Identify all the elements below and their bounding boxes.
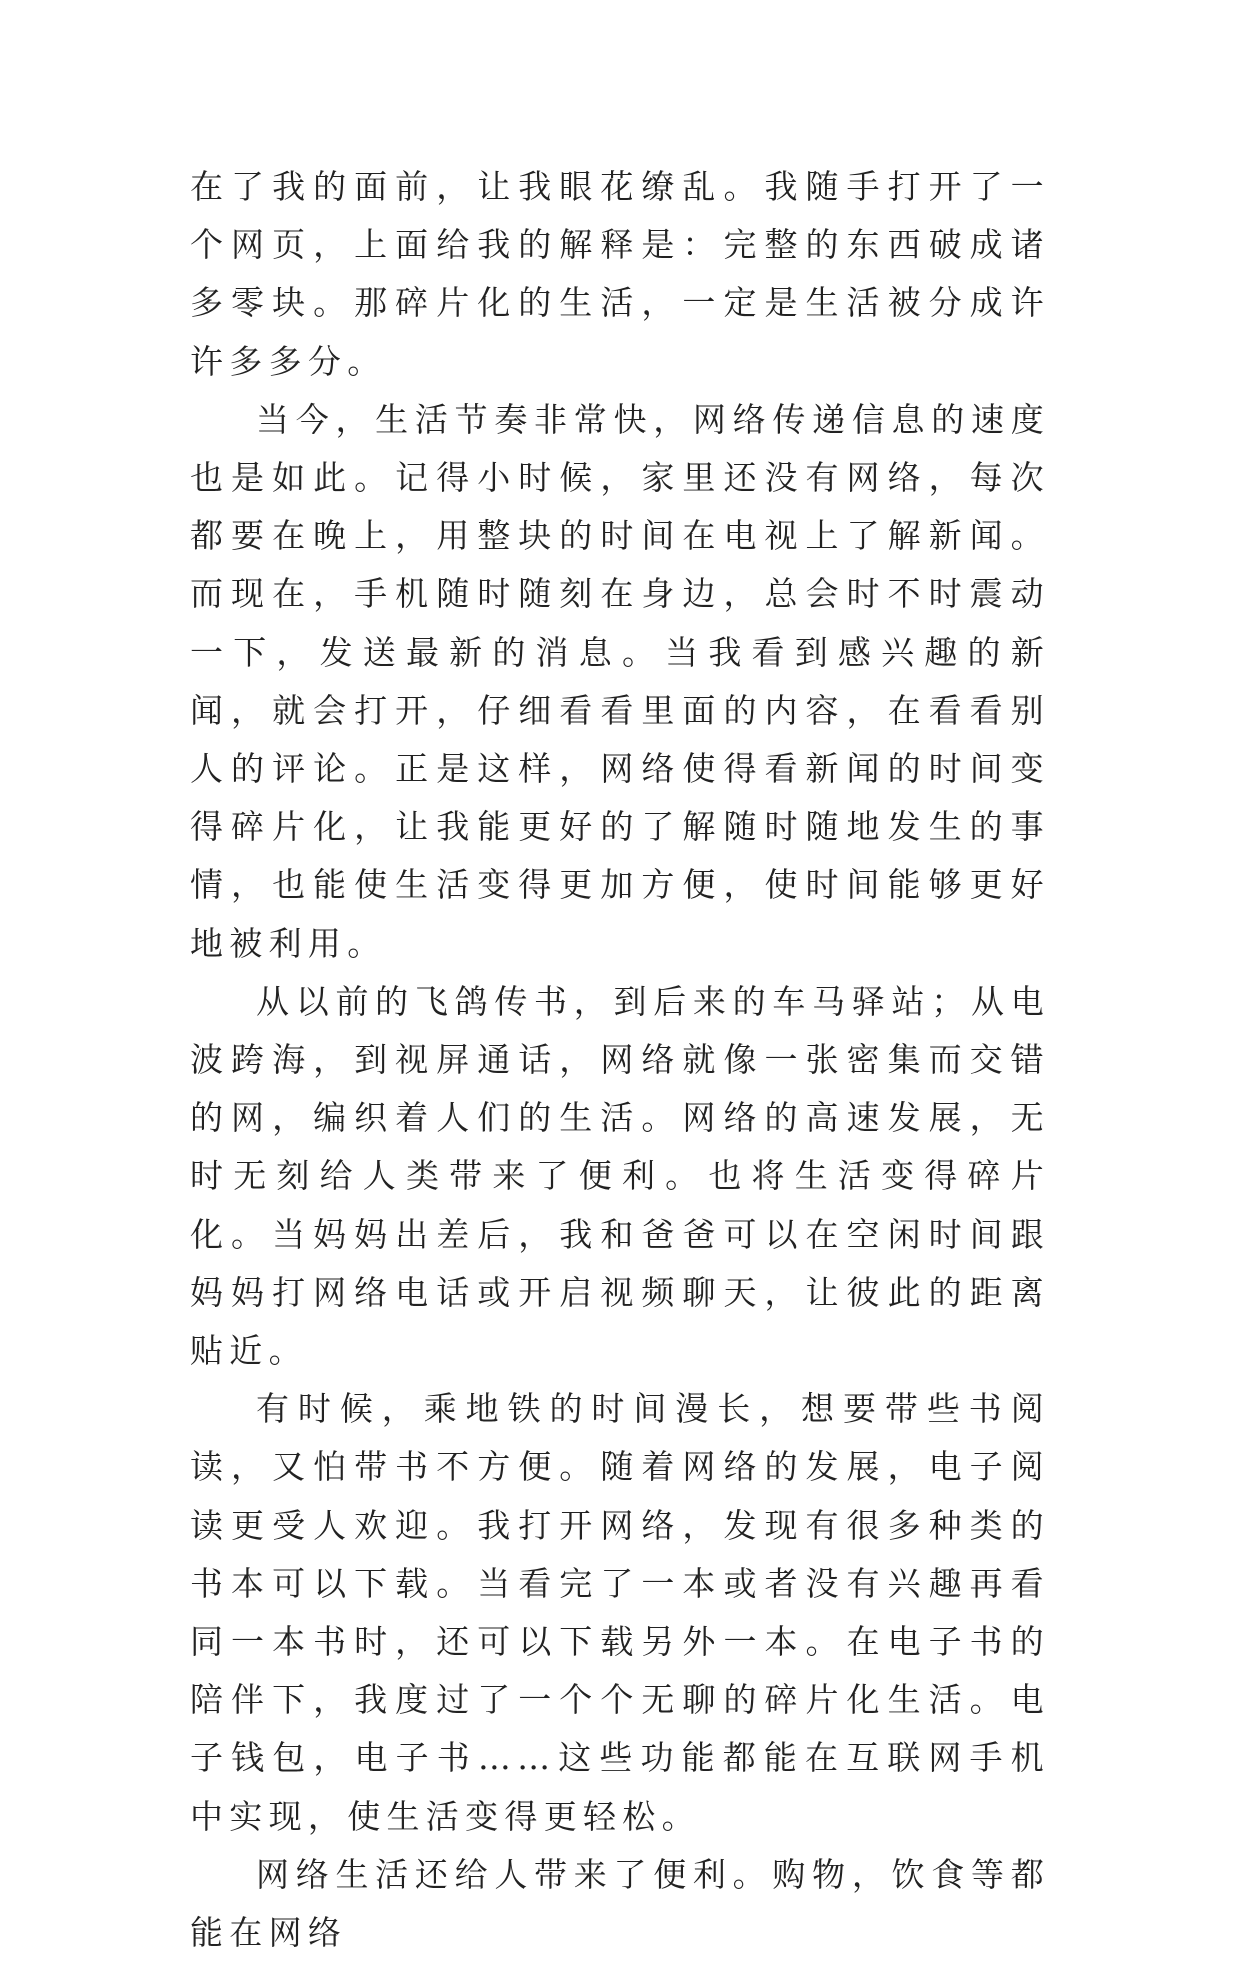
paragraph-reading: 有时候，乘地铁的时间漫长，想要带些书阅读，又怕带书不方便。随着网络的发展，电子阅读更受人欢迎。我打开网络，发现有很多种类的书本可以下载。当看完了一本或者没有兴趣再看同一本书时，还可以下载另外一本。在电子书的陪伴下，我度过了一个个无聊的碎片化生活。电子钱包，电子书……这些功能都能在互联网手机中实现，使生活变得更轻松。 bbox=[190, 1389, 1050, 1836]
body-text bbox=[190, 158, 1050, 1962]
paragraph-communication: 从以前的飞鸽传书，到后来的车马驿站；从电波跨海，到视屏通话，网络就像一张密集而交错的网，编织着人们的生活。网络的高速发展，无时无刻给人类带来了便利。也将生活变得碎片化。当妈妈出差后，我和爸爸可以在空闲时间跟妈妈打网络电话或开启视频聊天，让彼此的距离贴近。 bbox=[190, 981, 1050, 1371]
paragraph-shopping: 网络生活还给人带来了便利。购物，饮食等都能在网络 bbox=[190, 1854, 1050, 1953]
paragraph-continued: 在了我的面前，让我眼花缭乱。我随手打开了一个网页，上面给我的解释是：完整的东西破成诸多零块。那碎片化的生活，一定是生活被分成许许多多分。 bbox=[190, 167, 1050, 381]
paragraph-news: 当今，生活节奏非常快，网络传递信息的速度也是如此。记得小时候，家里还没有网络，每次都要在晚上，用整块的时间在电视上了解新闻。而现在，手机随时随刻在身边，总会时不时震动一下，发送最新的消息。当我看到感兴趣的新闻，就会打开，仔细看看里面的内容，在看看别人的评论。正是这样，网络使得看新闻的时间变得碎片化，让我能更好的了解随时随地发生的事情，也能使生活变得更加方便，使时间能够更好地被利用。 bbox=[190, 399, 1050, 963]
